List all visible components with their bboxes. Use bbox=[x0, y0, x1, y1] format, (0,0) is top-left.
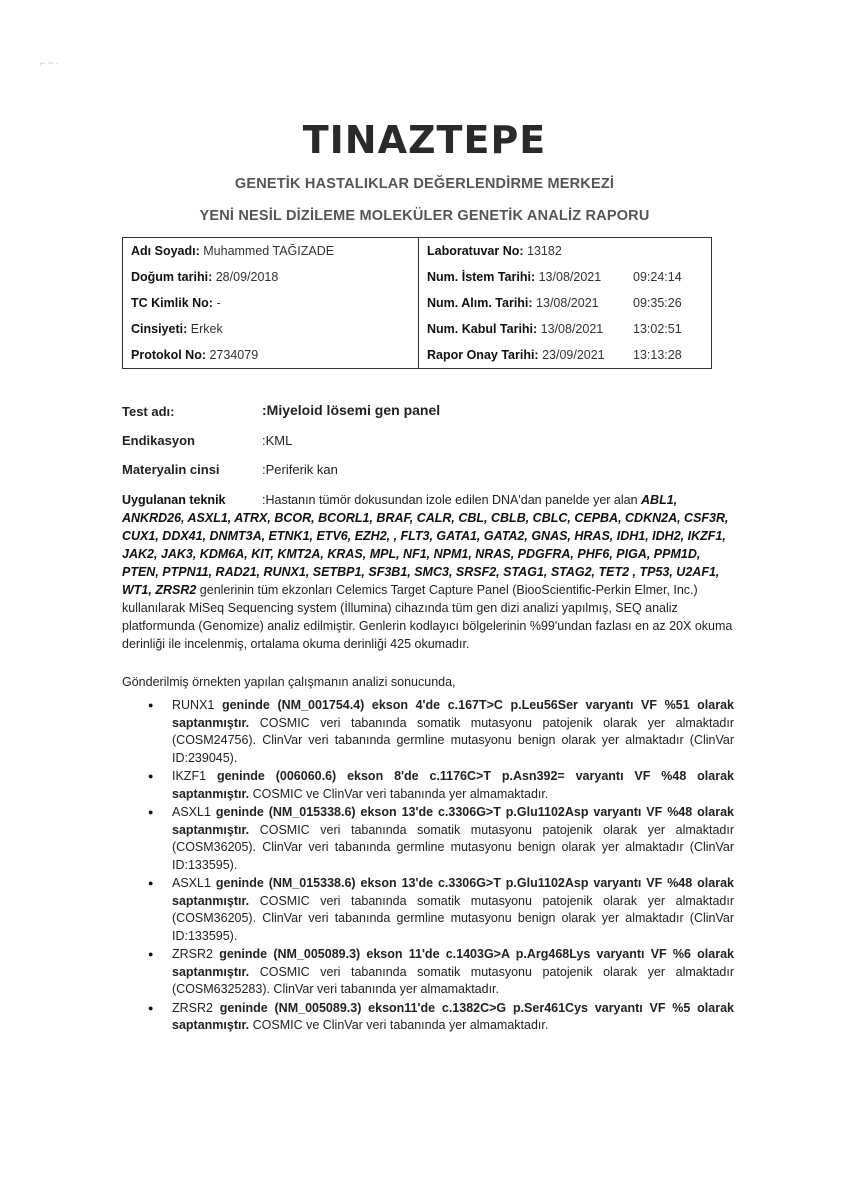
finding-gene: IKZF1 bbox=[172, 769, 207, 783]
tc-id-label: TC Kimlik No: bbox=[131, 296, 213, 310]
patient-name-row bbox=[131, 244, 334, 258]
technique-rest: genlerinin tüm ekzonları Celemics Target Capture Panel (BiooScientific-Perkin Elmer, Inc.) kullanılarak MiSeq Sequencing system (İllumina) cihazında tüm gen dizi analizi yapılmış, SEQ analiz platformunda (Genomize) analiz edilmiştir. Genlerin kodlayıcı bölgelerinin %99'undan fazlası en az 20X okuma derinliği ile incelenmiş, ortalama okuma derinliği 425 okumadır. bbox=[122, 583, 733, 651]
indication-value: :KML bbox=[262, 433, 293, 448]
tc-id: - bbox=[216, 296, 221, 310]
finding-variant: geninde (NM_001754.4) ekson 4'de c.167T>C p.Leu56Ser varyantı VF %51 olarak saptanmıştır. bbox=[172, 698, 735, 730]
accept-date-label: Num. Kabul Tarihi: bbox=[427, 322, 538, 336]
finding-note: COSMIC ve ClinVar veri tabanında yer almamaktadır. bbox=[252, 786, 549, 801]
sample-date-label: Num. Alım. Tarihi: bbox=[427, 296, 533, 310]
material-label: Materyalin cinsi bbox=[122, 462, 220, 477]
brand-logo: TINAZTEPE bbox=[302, 118, 547, 162]
technique-paragraph bbox=[122, 491, 734, 653]
approval-date-row bbox=[427, 348, 605, 362]
sample-date-row bbox=[427, 296, 599, 310]
finding-item bbox=[148, 804, 734, 874]
birth-date: 28/09/2018 bbox=[215, 270, 279, 284]
protocol-row bbox=[131, 348, 258, 362]
finding-item bbox=[148, 1000, 734, 1035]
technique-label: Uygulanan teknik bbox=[122, 493, 226, 507]
tc-id-row bbox=[131, 296, 221, 310]
request-date-row bbox=[427, 270, 601, 284]
request-date: 13/08/2021 bbox=[538, 270, 602, 284]
accept-date-row bbox=[427, 322, 603, 336]
finding-variant: geninde (NM_015338.6) ekson 13'de c.3306G>T p.Glu1102Asp varyantı VF %48 olarak saptanmıştır. bbox=[172, 805, 734, 837]
birth-date-label: Doğum tarihi: bbox=[131, 270, 213, 284]
finding-gene: ASXL1 bbox=[172, 876, 211, 890]
finding-note: COSMIC veri tabanında somatik mutasyonu patojenik olarak yer almaktadır (COSM36205). ClinVar veri tabanında germline mutasyonu benign olarak yer almaktadır (ClinVar ID:133595). bbox=[172, 822, 734, 872]
approval-date-label: Rapor Onay Tarihi: bbox=[427, 348, 539, 362]
finding-gene: ZRSR2 bbox=[172, 947, 213, 961]
material-value: :Periferik kan bbox=[262, 462, 338, 477]
findings-list bbox=[148, 697, 734, 1036]
test-name-value: :Miyeloid lösemi gen panel bbox=[262, 402, 441, 418]
accept-date: 13/08/2021 bbox=[540, 322, 604, 336]
scan-artifact: ⌐ ~ · bbox=[40, 58, 59, 68]
sex: Erkek bbox=[190, 322, 223, 336]
finding-item bbox=[148, 875, 734, 945]
protocol-label: Protokol No: bbox=[131, 348, 206, 362]
finding-gene: ZRSR2 bbox=[172, 1000, 213, 1015]
finding-note: COSMIC veri tabanında somatik mutasyonu patojenik olarak yer almaktadır (COSM6325283). ClinVar veri tabanında yer almamaktadır. bbox=[172, 964, 734, 996]
finding-item bbox=[148, 768, 734, 803]
finding-item bbox=[148, 946, 734, 999]
request-date-label: Num. İstem Tarihi: bbox=[427, 270, 536, 284]
lab-no-label: Laboratuvar No: bbox=[427, 244, 524, 258]
lab-no-row bbox=[427, 244, 562, 258]
birth-date-row bbox=[131, 270, 278, 284]
approval-date: 23/09/2021 bbox=[542, 348, 605, 362]
sex-label: Cinsiyeti: bbox=[131, 322, 188, 336]
approval-time: 13:13:28 bbox=[633, 348, 682, 362]
sample-date: 13/08/2021 bbox=[536, 296, 599, 310]
table-divider bbox=[418, 238, 419, 368]
indication-label: Endikasyon bbox=[122, 433, 195, 448]
request-time: 09:24:14 bbox=[633, 270, 682, 284]
finding-note: COSMIC veri tabanında somatik mutasyonu patojenik olarak yer almaktadır (COSM24756). ClinVar veri tabanında germline mutasyonu benign olarak yer almaktadır (ClinVar ID:239045). bbox=[172, 715, 734, 765]
finding-gene: ASXL1 bbox=[172, 805, 211, 819]
finding-note: COSMIC veri tabanında somatik mutasyonu patojenik olarak yer almaktadır (COSM36205). ClinVar veri tabanında germline mutasyonu benign olarak yer almaktadır (ClinVar ID:133595). bbox=[172, 893, 734, 943]
results-intro: Gönderilmiş örnekten yapılan çalışmanın analizi sonucunda, bbox=[122, 675, 456, 689]
finding-note: COSMIC ve ClinVar veri tabanında yer almamaktadır. bbox=[252, 1018, 549, 1032]
test-name-label: Test adı: bbox=[122, 404, 175, 419]
patient-name-label: Adı Soyadı: bbox=[131, 244, 200, 258]
finding-item bbox=[148, 697, 734, 767]
lab-no: 13182 bbox=[527, 244, 562, 258]
finding-variant: geninde (NM_015338.6) ekson 13'de c.3306G>T p.Glu1102Asp varyantı VF %48 olarak saptanmıştır. bbox=[172, 876, 734, 908]
patient-name: Muhammed TAĞIZADE bbox=[203, 244, 335, 258]
finding-variant: geninde (006060.6) ekson 8'de c.1176C>T p.Asn392= varyantı VF %48 olarak saptanmıştır. bbox=[172, 769, 735, 801]
sample-time: 09:35:26 bbox=[633, 296, 682, 310]
accept-time: 13:02:51 bbox=[633, 322, 682, 336]
finding-variant: geninde (NM_005089.3) ekson 11'de c.1403G>A p.Arg468Lys varyantı VF %6 olarak saptanmıştır. bbox=[172, 947, 734, 979]
gene-list: ABL1, ANKRD26, ASXL1, ATRX, BCOR, BCORL1, BRAF, CALR, CBL, CBLB, CBLC, CEPBA, CDKN2A, CSF3R, CUX1, DDX41, DNMT3A, ETNK1, ETV6, EZH2, , FLT3, GATA1, GATA2, GNAS, HRAS, IDH1, IDH2, IKZF1, JAK2, JAK3, KDM6A, KIT, KMT2A, KRAS, MPL, NF1, NPM1, NRAS, PDGFRA, PHF6, PIGA, PPM1D, PTEN, PTPN11, RAD21, RUNX1, SETBP1, SF3B1, SMC3, SRSF2, STAG1, STAG2, TET2 , TP53, U2AF1, WT1, ZRSR2 bbox=[122, 493, 729, 597]
center-name: GENETİK HASTALIKLAR DEĞERLENDİRME MERKEZİ bbox=[234, 176, 615, 192]
protocol-no: 2734079 bbox=[209, 348, 259, 362]
finding-variant: geninde (NM_005089.3) ekson11'de c.1382C>G p.Ser461Cys varyantı VF %5 olarak saptanmıştır. bbox=[172, 1000, 734, 1032]
finding-gene: RUNX1 bbox=[172, 698, 215, 712]
technique-intro: :Hastanın tümör dokusundan izole edilen DNA'dan panelde yer alan bbox=[262, 493, 638, 507]
patient-info-table bbox=[122, 237, 712, 369]
report-title: YENİ NESİL DİZİLEME MOLEKÜLER GENETİK ANALİZ RAPORU bbox=[199, 208, 650, 224]
sex-row bbox=[131, 322, 223, 336]
